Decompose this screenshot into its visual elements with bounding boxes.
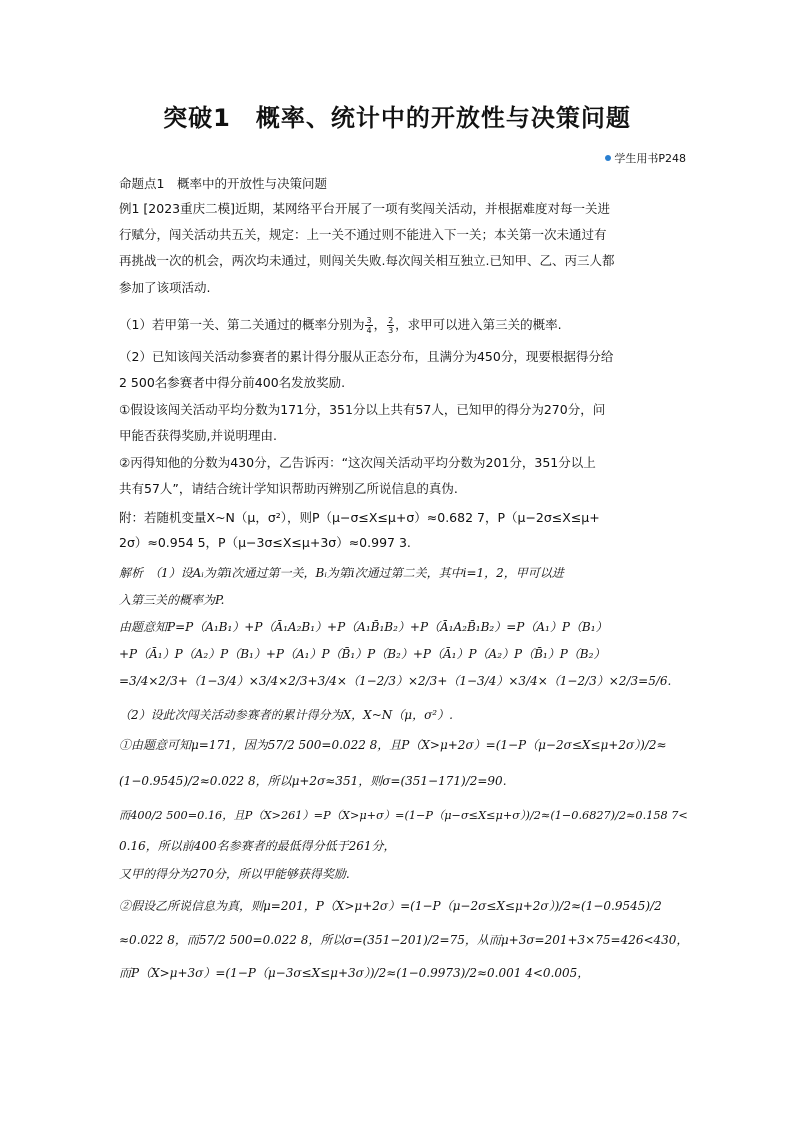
solution-line: 解析 （1）设Aᵢ为第i次通过第一关，Bᵢ为第i次通过第二关，其中i=1，2，甲可以进 [119, 566, 564, 580]
solution-line: ①由题意可知μ=171，因为57/2 500=0.022 8，且P（X>μ+2σ）=(1−P（μ−2σ≤X≤μ+2σ）)/2≈ [119, 738, 667, 752]
question-1: （1）若甲第一关、第二关通过的概率分别为 $\frac{3}{4}$ ， $\frac{2}{3}$ ，求甲可以进入第三关的概率. [119, 316, 562, 335]
problem-line: 行赋分，闯关活动共五关，规定：上一关不通过则不能进入下一关；本关第一次未通过有 [119, 227, 607, 242]
problem-line: 例1 [2023重庆二模]近期，某网络平台开展了一项有奖闯关活动，并根据难度对每一关进 [119, 201, 610, 216]
solution-line: +P（Ā₁）P（A₂）P（B₁）+P（A₁）P（B̄₁）P（B₂）+P（Ā₁）P（A₂）P（B̄₁）P（B₂） [119, 647, 606, 661]
question-1-text: （1）若甲第一关、第二关通过的概率分别为 [119, 317, 365, 332]
appendix-note: 附：若随机变量X~N（μ，σ²），则P（μ−σ≤X≤μ+σ）≈0.682 7，P（μ−2σ≤X≤μ+ [119, 510, 600, 525]
problem-line: 再挑战一次的机会，两次均未通过，则闯关失败.每次闯关相互独立.已知甲、乙、丙三人都 [119, 253, 615, 268]
solution-line: 而400/2 500=0.16，且P（X>261）=P（X>μ+σ）=(1−P（μ−σ≤X≤μ+σ）)/2≈(1−0.6827)/2≈0.158 7< [119, 809, 688, 822]
fraction: $\frac{2}{3}$ [388, 316, 394, 335]
solution-line: (1−0.9545)/2≈0.022 8，所以μ+2σ≈351，则σ=(351−171)/2=90. [119, 774, 507, 788]
solution-line: 而P（X>μ+3σ）=(1−P（μ−3σ≤X≤μ+3σ）)/2≈(1−0.9973)/2≈0.001 4<0.005， [119, 966, 590, 980]
tag-text: 学生用书P248 [614, 152, 686, 165]
section-heading: 命题点1 概率中的开放性与决策问题 [119, 176, 327, 191]
solution-line: 入第三关的概率为P. [119, 593, 225, 607]
student-book-tag [605, 150, 686, 166]
appendix-note: 2σ）≈0.954 5，P（μ−3σ≤X≤μ+3σ）≈0.997 3. [119, 535, 411, 550]
solution-line: =3/4×2/3+（1−3/4）×3/4×2/3+3/4×（1−2/3）×2/3+（1−3/4）×3/4×（1−2/3）×2/3=5/6. [119, 674, 672, 688]
question-2a: 甲能否获得奖励,并说明理由. [119, 428, 277, 443]
bullet-dot-icon [605, 155, 611, 161]
problem-line: 参加了该项活动. [119, 280, 211, 295]
question-1-text: ，求甲可以进入第三关的概率. [395, 317, 562, 332]
solution-line: （2）设此次闯关活动参赛者的累计得分为X，X~N（μ，σ²）. [119, 708, 453, 722]
question-2: （2）已知该闯关活动参赛者的累计得分服从正态分布，且满分为450分，现要根据得分给 [119, 349, 614, 364]
question-2: 2 500名参赛者中得分前400名发放奖励. [119, 375, 346, 390]
solution-line: ②假设乙所说信息为真，则μ=201，P（X>μ+2σ）=(1−P（μ−2σ≤X≤μ+2σ）)/2≈(1−0.9545)/2 [119, 899, 662, 913]
question-2b: ②丙得知他的分数为430分，乙告诉丙：“这次闯关活动平均分数为201分，351分以上 [119, 455, 596, 470]
question-2a: ①假设该闯关活动平均分数为171分，351分以上共有57人，已知甲的得分为270分，问 [119, 402, 606, 417]
solution-line: 0.16，所以前400名参赛者的最低得分低于261分， [119, 839, 396, 853]
page-title: 突破1 概率、统计中的开放性与决策问题 [163, 104, 631, 132]
solution-line: ≈0.022 8，而57/2 500=0.022 8，所以σ=(351−201)/2=75，从而μ+3σ=201+3×75=426<430， [119, 933, 689, 947]
fraction: $\frac{3}{4}$ [366, 316, 372, 335]
solution-line: 由题意知P=P（A₁B₁）+P（Ā₁A₂B₁）+P（A₁B̄₁B₂）+P（Ā₁A₂B̄₁B₂）=P（A₁）P（B₁） [119, 620, 608, 634]
solution-line: 又甲的得分为270分，所以甲能够获得奖励. [119, 867, 350, 881]
question-2b: 共有57人”，请结合统计学知识帮助丙辨别乙所说信息的真伪. [119, 481, 458, 496]
